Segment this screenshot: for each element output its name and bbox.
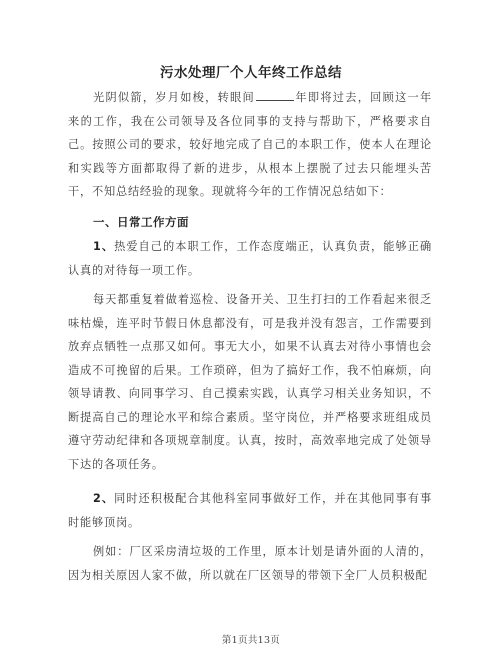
work-detail-paragraph: 每天都重复着做着巡检、设备开关、卫生打扫的工作看起来很乏味枯燥，连平时节假日休息都没有，可是我并没有怨言，工作需要到放弃点牺牲一点那又如何。事无大小，如果不认真去对待小事情也会造成不可挽留的后果。工作琐碎，但为了搞好工作，我不怕麻烦，向领导请教、向同事学习、自己摸索实践，认真学习相关业务知识，不断提高自己的理论水平和综合素质。坚守岗位，并严格要求班组成员遵守劳动纪律和各项规章制度。认真，按时，高效率地完成了处领导下达的各项任务。 xyxy=(68,293,432,471)
intro-text-start: 光阴似箭，岁月如梭，转眼间 xyxy=(93,91,255,104)
item-1-paragraph xyxy=(68,235,432,282)
document-title: 污水处理厂个人年终工作总结 xyxy=(160,65,342,81)
item-2-number: 2、 xyxy=(93,492,115,505)
intro-paragraph xyxy=(68,86,432,204)
item-1-text: 热爱自己的本职工作，工作态度端正，认真负责，能够正确认真的对待每一项工作。 xyxy=(68,240,432,277)
section-heading-daily-work: 一、日常工作方面 xyxy=(93,215,189,229)
year-blank xyxy=(256,88,294,101)
example-paragraph: 例如：厂区采房清垃圾的工作里，原本计划是请外面的人清的，因为相关原因人家不做，所以就在厂区领导的带领下全厂人员积极配 xyxy=(68,545,432,582)
item-2-paragraph xyxy=(68,487,432,534)
page-number-footer: 第1页共13页 xyxy=(221,635,281,646)
item-1-number: 1、 xyxy=(93,240,115,253)
intro-text-end: 年即将过去，回顾这一年来的工作，我在公司领导及各位同事的支持与帮助下，严格要求自己。按照公司的要求，较好地完成了自己的本职工作，使本人在理论和实践等方面都取得了新的进步，从根本上摆脱了过去只能埋头苦干，不知总结经验的现象。现就将今年的工作情况总结如下： xyxy=(68,91,432,198)
item-2-text: 同时还积极配合其他科室同事做好工作，并在其他同事有事时能够顶岗。 xyxy=(68,492,432,529)
